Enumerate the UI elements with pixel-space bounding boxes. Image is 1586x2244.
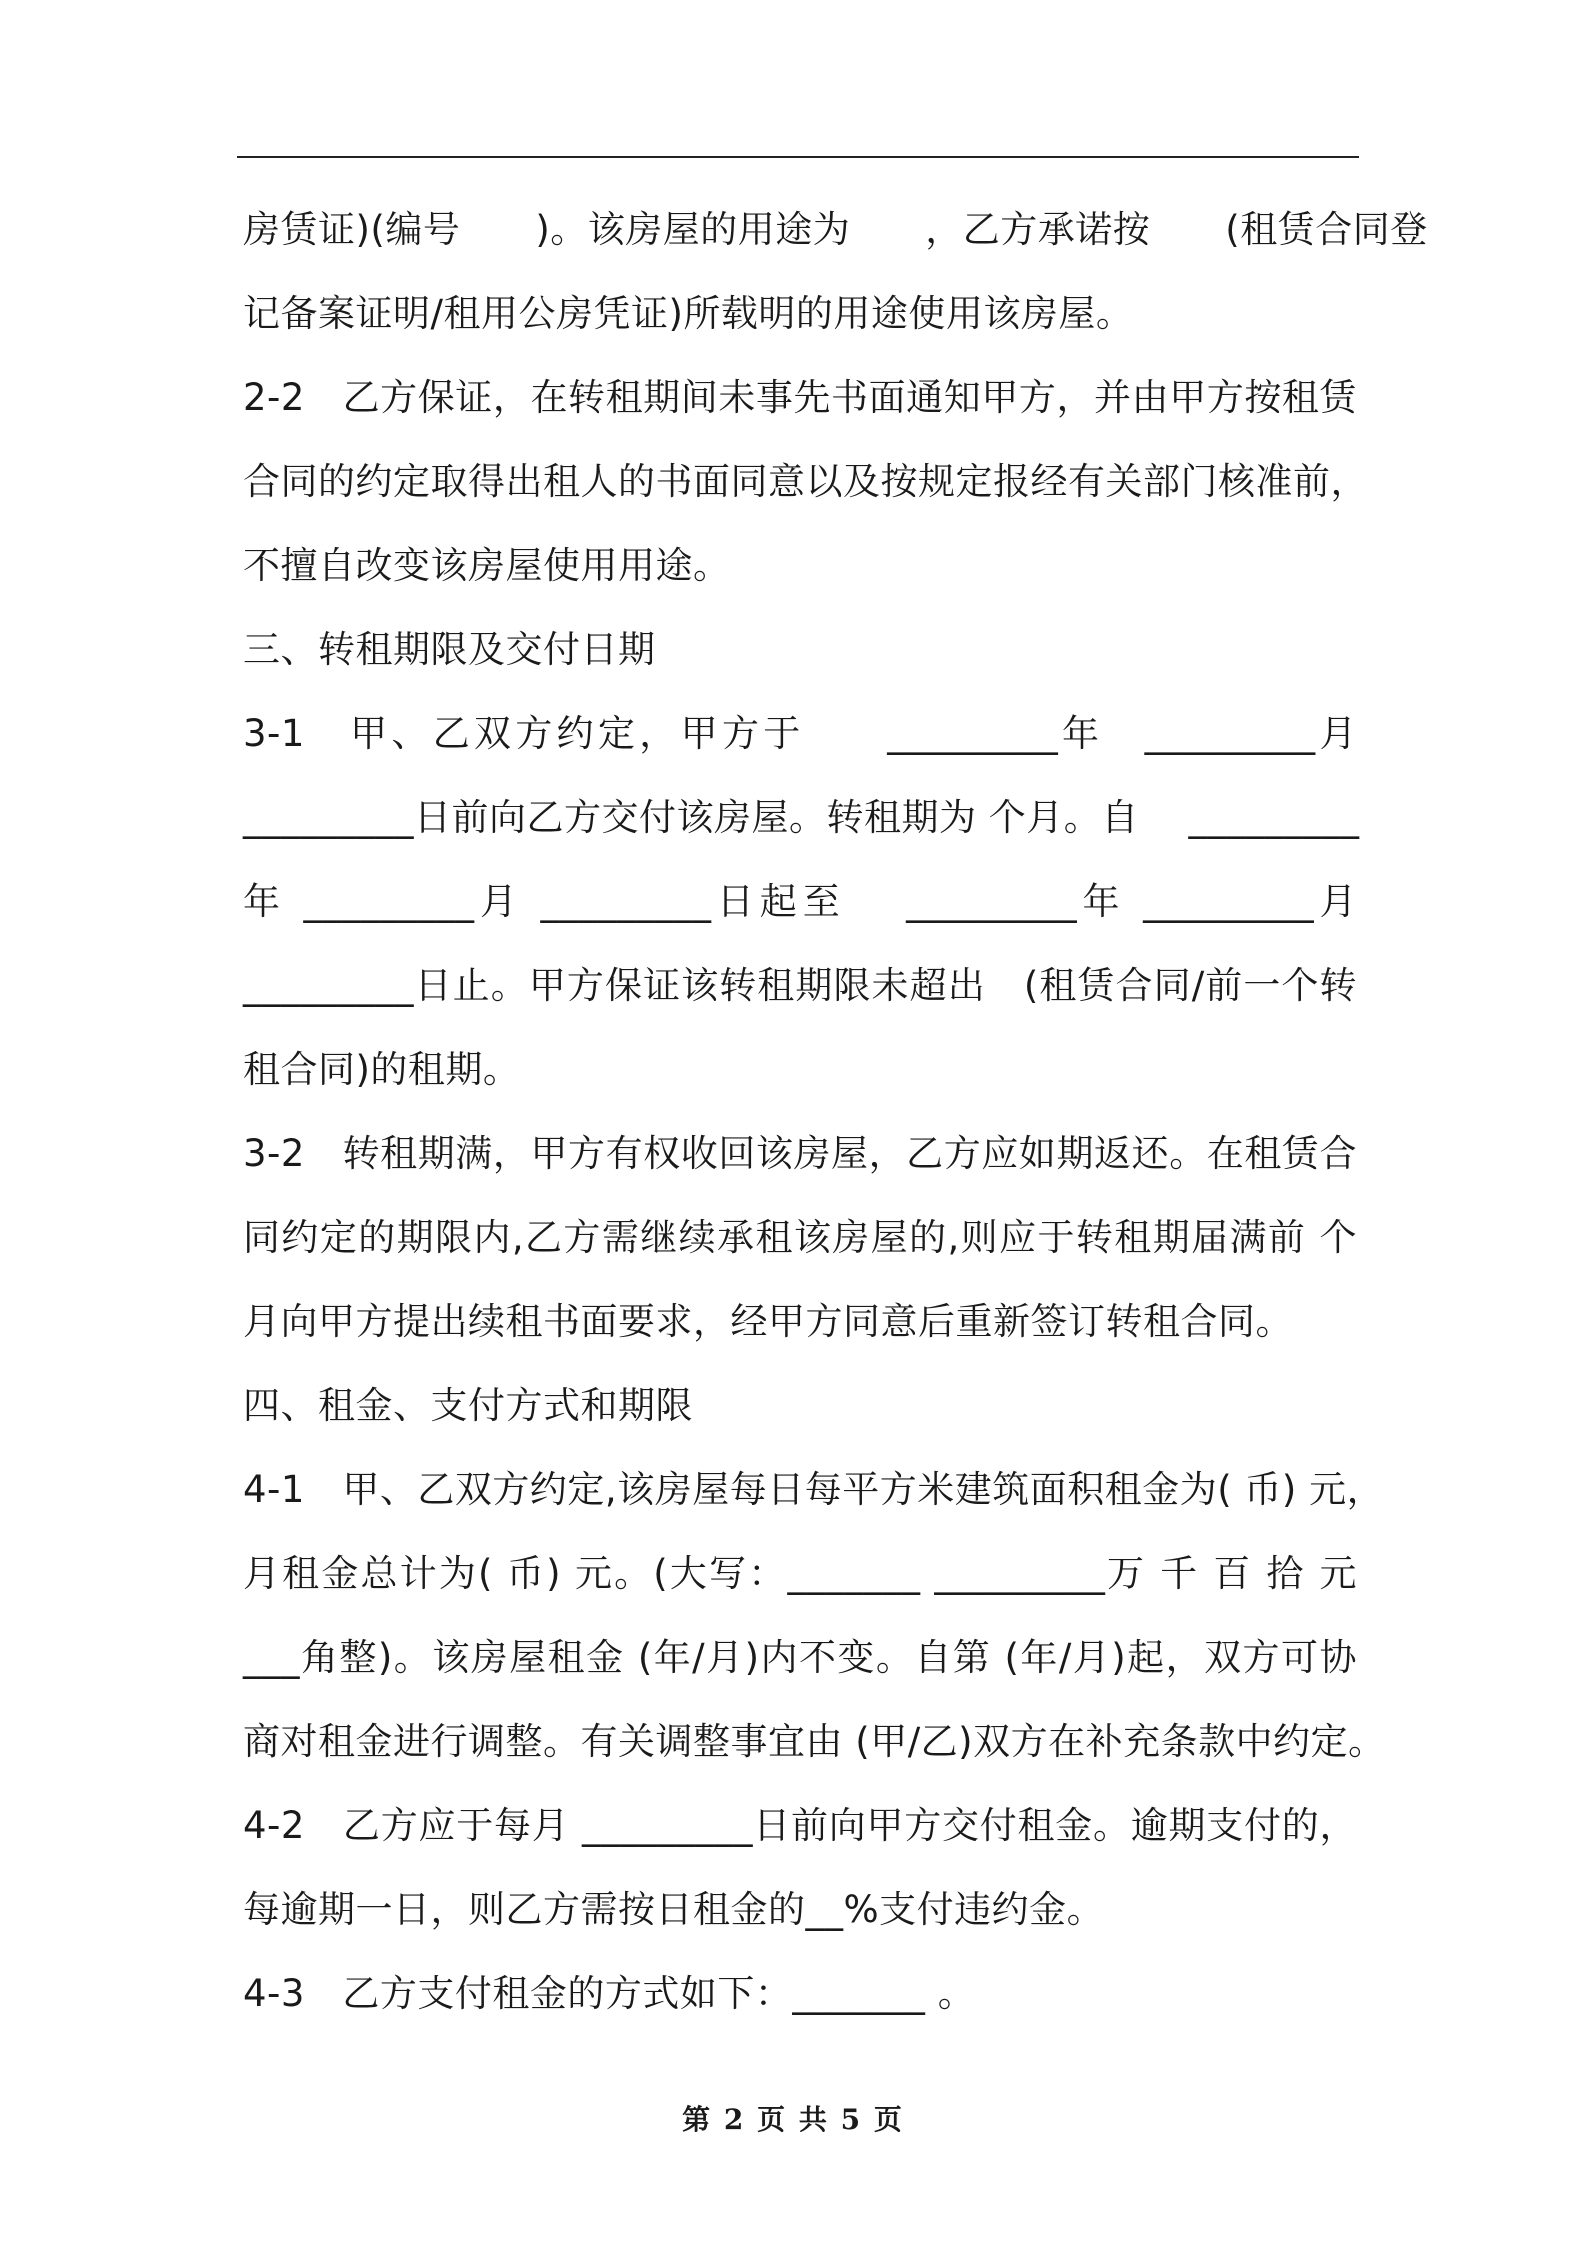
text-line: 商对租金进行调整。有关调整事宜由 (甲/乙)双方在补充条款中约定。 — [243, 1720, 1386, 1763]
clause-3-2: 3-2 转租期满，甲方有权收回该房屋，乙方应如期返还。在租赁合 — [243, 1132, 1357, 1175]
clause-4-3: 4-3 乙方支付租金的方式如下：_______ 。 — [243, 1972, 976, 2015]
text-line: _________日前向乙方交付该房屋。转租期为 个月。自 _________ — [243, 796, 1360, 839]
page-number: 第 2 页 共 5 页 — [682, 2103, 904, 2136]
document-body — [243, 196, 1428, 2044]
text-line: 年 _________月 _________日起至 _________年 _________月 — [243, 880, 1357, 923]
text-line: _________日止。甲方保证该转租期限未超出 (租赁合同/前一个转 — [243, 964, 1357, 1007]
header-rule — [237, 156, 1359, 158]
text-line: 每逾期一日，则乙方需按日租金的__%支付违约金。 — [243, 1888, 1105, 1931]
section-heading-3: 三、转租期限及交付日期 — [243, 628, 656, 671]
text-line: 同约定的期限内,乙方需继续承租该房屋的,则应于转租期届满前 个 — [243, 1216, 1357, 1259]
clause-4-2: 4-2 乙方应于每月 _________日前向甲方交付租金。逾期支付的， — [243, 1804, 1357, 1847]
text-line: 房赁证)(编号 )。该房屋的用途为 ，乙方承诺按 (租赁合同登 — [243, 208, 1428, 251]
clause-3-1: 3-1 甲、乙双方约定，甲方于 _________年 _________月 — [243, 712, 1357, 755]
text-line: 合同的约定取得出租人的书面同意以及按规定报经有关部门核准前， — [243, 460, 1368, 503]
section-heading-4: 四、租金、支付方式和期限 — [243, 1384, 693, 1427]
clause-4-1: 4-1 甲、乙双方约定,该房屋每日每平方米建筑面积租金为( 币) 元， — [243, 1468, 1385, 1511]
clause-2-2: 2-2 乙方保证，在转租期间未事先书面通知甲方，并由甲方按租赁 — [243, 376, 1357, 419]
text-line: ___角整)。该房屋租金 (年/月)内不变。自第 (年/月)起，双方可协 — [243, 1636, 1357, 1679]
text-line: 租合同)的租期。 — [243, 1048, 521, 1091]
text-line: 月租金总计为( 币) 元。(大写：_______ _________万 千 百 拾 元 — [243, 1552, 1357, 1595]
text-line: 不擅自改变该房屋使用用途。 — [243, 544, 731, 587]
text-line: 记备案证明/租用公房凭证)所载明的用途使用该房屋。 — [243, 292, 1134, 335]
text-line: 月向甲方提出续租书面要求，经甲方同意后重新签订转租合同。 — [243, 1300, 1293, 1343]
